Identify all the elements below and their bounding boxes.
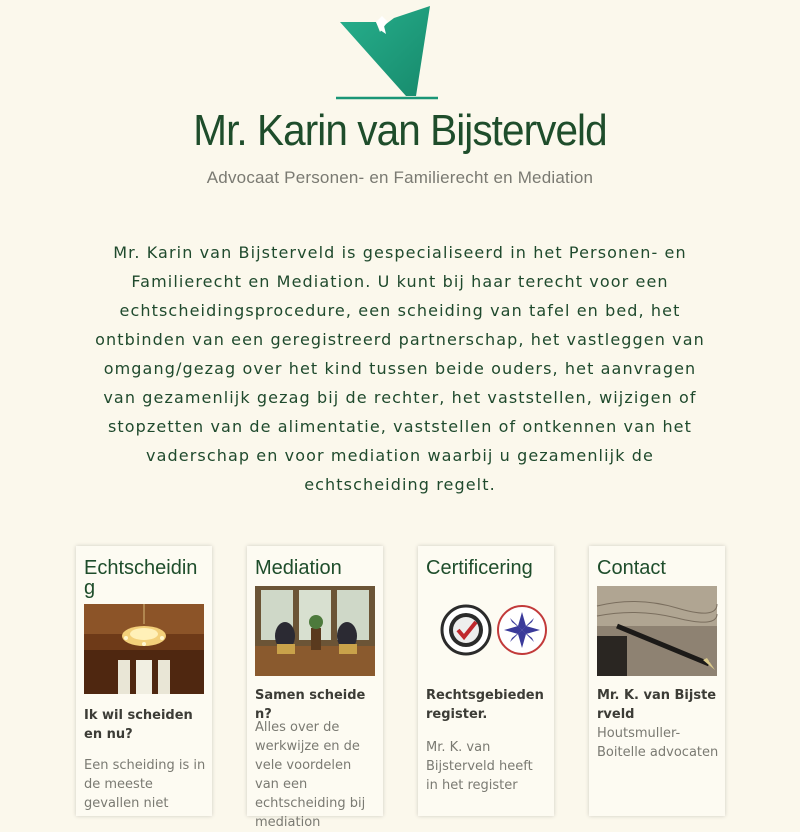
intro-paragraph: Mr. Karin van Bijsterveld is gespecialiseerd in het Personen- en Familierecht en Mediation. U kunt bij haar terecht voor een echtscheidingsprocedure, een scheiding van tafel en bed, het ontbinden van een geregistreerd partnerschap, het vastleggen van omgang/gezag over het kind tussen beide ouders, het aanvragen van gezamenlijk gezag bij de rechter, het vaststellen, wijzigen of stopzetten van de alimentatie, vaststellen of ontkennen van het vaderschap en voor mediation waarbij u gezamenlijk de echtscheiding regelt. xyxy=(95,243,705,494)
card-title[interactable]: Certificering xyxy=(426,557,533,579)
card-text: Mr. K. van Bijsterveld heeft in het register xyxy=(426,740,533,793)
card-heading: Rechtsgebiedenregister. xyxy=(426,688,544,722)
chandelier-room-photo[interactable] xyxy=(84,604,204,694)
card-heading: Mr. K. van Bijsterveld xyxy=(597,688,717,722)
green-flag-logo-icon[interactable] xyxy=(336,4,438,100)
card-title[interactable]: Contact xyxy=(597,557,666,579)
fountain-pen-photo[interactable] xyxy=(597,586,717,676)
card-title[interactable]: Mediation xyxy=(255,557,342,579)
card-heading: Ik wil scheiden en nu? xyxy=(84,708,193,742)
card-heading: Samen scheiden? xyxy=(255,688,366,722)
card-title[interactable]: Echtscheiding xyxy=(84,557,198,599)
card-text: Alles over de werkwijze en de vele voordelen van een echtscheiding bij mediation xyxy=(255,720,366,830)
card-certificering[interactable] xyxy=(418,546,554,816)
two-chairs-window-photo[interactable] xyxy=(255,586,375,676)
card-mediation[interactable] xyxy=(247,546,383,830)
card-echtscheiding[interactable] xyxy=(76,546,212,816)
site-title[interactable]: Mr. Karin van Bijsterveld xyxy=(193,106,607,155)
card-contact[interactable] xyxy=(589,546,725,816)
card-text: Een scheiding is in de meeste gevallen niet xyxy=(84,758,206,811)
site-subtitle: Advocaat Personen- en Familierecht en Mediation xyxy=(206,168,594,187)
certification-seals[interactable] xyxy=(426,586,546,676)
card-text: Houtsmuller-Boitelle advocaten xyxy=(597,726,719,760)
